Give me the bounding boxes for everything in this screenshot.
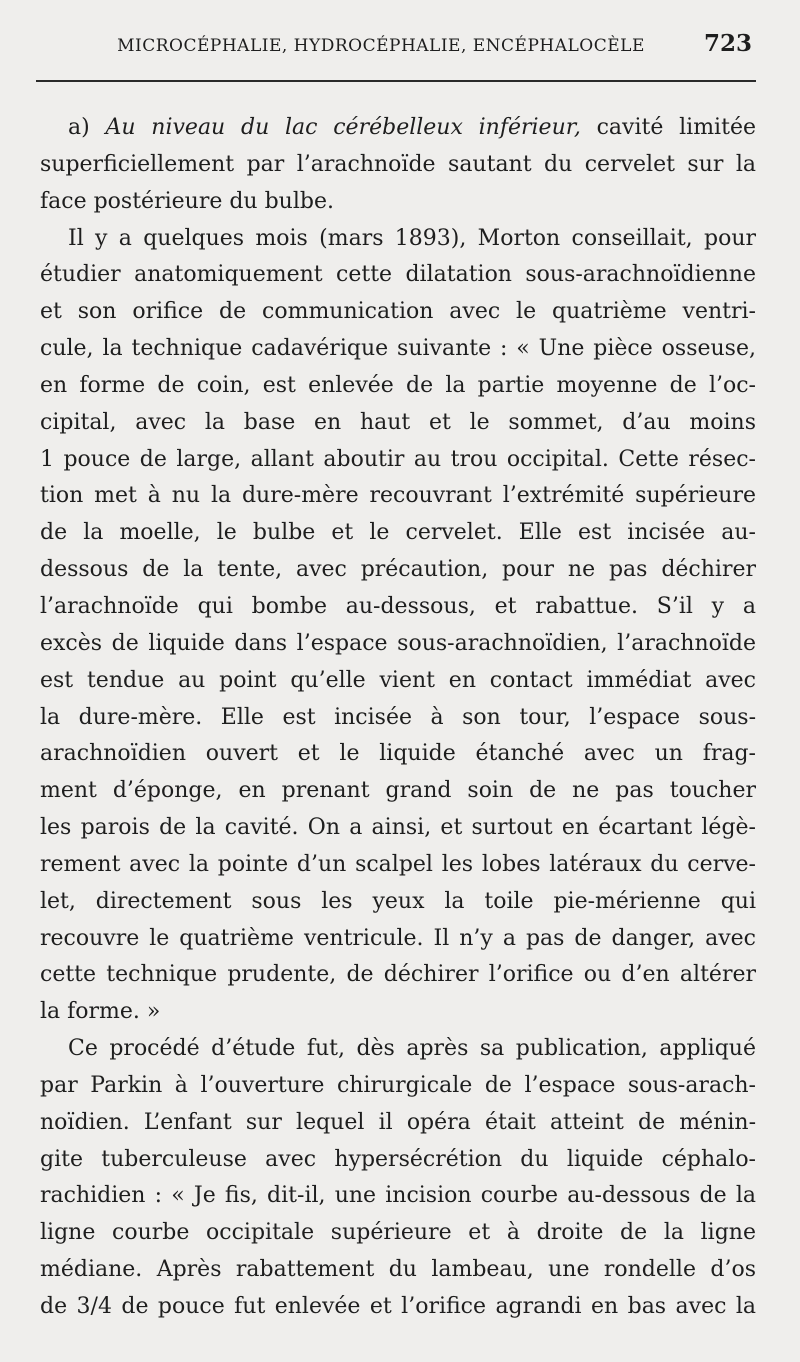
text-line: noïdien. L’enfant sur lequel il opéra était atteint de ménin-: [40, 1109, 756, 1135]
text-line: la dure-mère. Elle est incisée à son tour, l’espace sous-: [40, 704, 756, 730]
text-line: médiane. Après rabattement du lambeau, une rondelle d’os: [40, 1257, 756, 1283]
page-number: 723: [703, 30, 752, 57]
text-line: tion met à nu la dure-mère recouvrant l’extrémité supérieure: [40, 483, 756, 509]
text-line: et son orifice de communication avec le quatrième ventri-: [40, 299, 756, 325]
text-line: recouvre le quatrième ventricule. Il n’y a pas de danger, avec: [40, 925, 756, 951]
text-line: excès de liquide dans l’espace sous-arachnoïdien, l’arachnoïde: [40, 630, 756, 656]
text-line: gite tuberculeuse avec hypersécrétion du liquide céphalo-: [40, 1146, 756, 1172]
text-line: ment d’éponge, en prenant grand soin de ne pas toucher: [40, 778, 756, 804]
text-line: face postérieure du bulbe.: [40, 188, 334, 214]
text-line: cette technique prudente, de déchirer l’orifice ou d’en altérer: [40, 962, 756, 988]
text-line: cule, la technique cadavérique suivante : « Une pièce osseuse,: [40, 336, 756, 362]
text-line: les parois de la cavité. On a ainsi, et surtout en écartant légè-: [40, 815, 756, 841]
text-line: Ce procédé d’étude fut, dès après sa publication, appliqué: [68, 1036, 756, 1062]
text-line: 1 pouce de large, allant aboutir au trou occipital. Cette résec-: [40, 446, 756, 472]
text-line: étudier anatomiquement cette dilatation sous-arachnoïdienne: [40, 262, 756, 288]
line-suffix: cavité limitée: [580, 115, 756, 140]
text-line: Il y a quelques mois (mars 1893), Morton conseillait, pour: [68, 225, 756, 251]
text-line: l’arachnoïde qui bombe au-dessous, et rabattue. S’il y a: [40, 593, 756, 619]
text-line: rachidien : « Je fis, dit-il, une incision courbe au-dessous de la: [40, 1183, 756, 1209]
text-line: est tendue au point qu’elle vient en contact immédiat avec: [40, 667, 756, 693]
text-body: [40, 110, 756, 1326]
text-line: la forme. »: [40, 999, 161, 1025]
running-title: MICROCÉPHALIE, HYDROCÉPHALIE, ENCÉPHALOCÈLE: [117, 36, 645, 56]
text-line: en forme de coin, est enlevée de la partie moyenne de l’oc-: [40, 372, 756, 398]
text-line: ligne courbe occipitale supérieure et à droite de la ligne: [40, 1220, 756, 1246]
text-line: rement avec la pointe d’un scalpel les lobes latéraux du cerve-: [40, 851, 756, 877]
text-line: [40, 110, 756, 147]
text-line: cipital, avec la base en haut et le sommet, d’au moins: [40, 409, 756, 435]
text-line: arachnoïdien ouvert et le liquide étanché avec un frag-: [40, 741, 756, 767]
text-line: de la moelle, le bulbe et le cervelet. Elle est incisée au-: [40, 520, 756, 546]
italic-heading: Au niveau du lac cérébelleux inférieur,: [105, 115, 581, 140]
header-rule: [36, 80, 756, 82]
text-line: let, directement sous les yeux la toile pie-mérienne qui: [40, 888, 756, 914]
text-line: par Parkin à l’ouverture chirurgicale de l’espace sous-arach-: [40, 1072, 756, 1098]
line-prefix: a): [68, 115, 106, 140]
text-line: superficiellement par l’arachnoïde sautant du cervelet sur la: [40, 151, 756, 177]
text-line: dessous de la tente, avec précaution, pour ne pas déchirer: [40, 557, 756, 583]
page-header: [36, 30, 756, 66]
text-line: de 3/4 de pouce fut enlevée et l’orifice agrandi en bas avec la: [40, 1294, 756, 1319]
